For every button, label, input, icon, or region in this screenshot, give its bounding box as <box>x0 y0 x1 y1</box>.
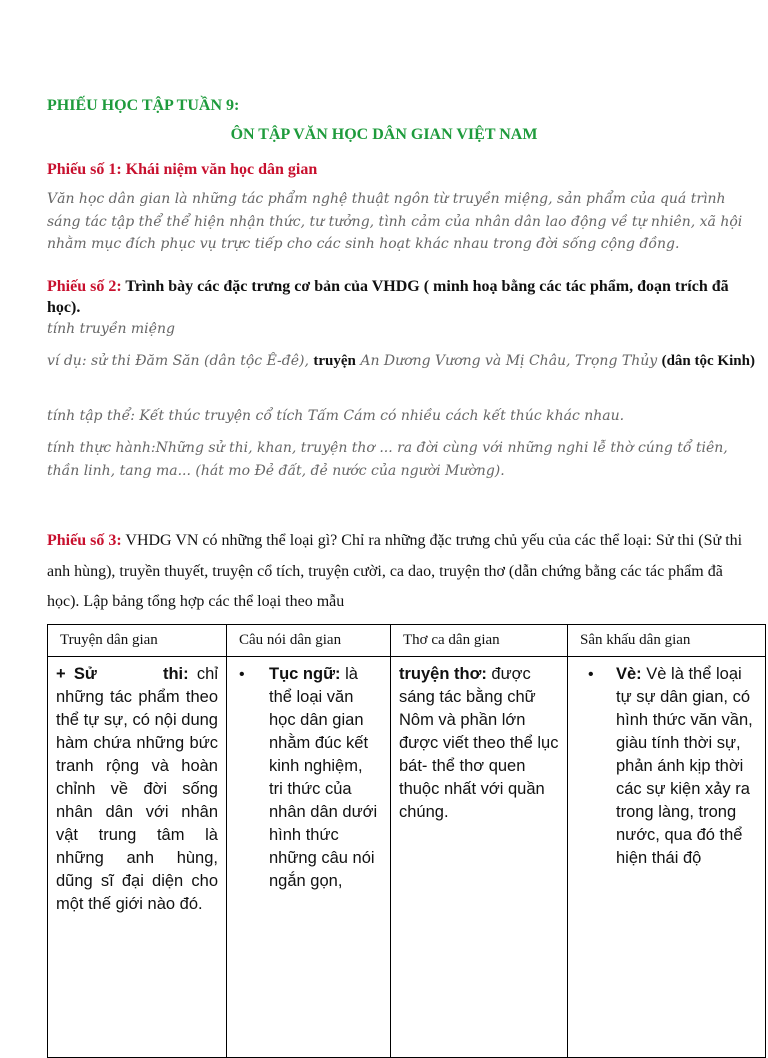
oral-example-c: An Dương Vương và Mị Châu, Trọng Thủy <box>355 353 662 369</box>
ve-term: Vè: <box>616 665 642 683</box>
table-row <box>48 657 766 1058</box>
cell-folk-sayings <box>227 657 391 1058</box>
cell-folk-tales <box>48 657 227 1058</box>
bullet-icon: • <box>588 666 594 683</box>
sheet2-label: Phiếu số 2: <box>47 278 122 295</box>
sheet3-question: VHDG VN có những thể loại gì? Chỉ ra những đặc trưng chủ yếu của các thể loại: Sử thi (Sử thi anh hùng), truyền thuyết, truyện cổ tích, truyện cười, ca dao, truyện thơ (dẫn chứng bằng các tác phẩm đã học). Lập bảng tổng hợp các thể loại theo mẫu <box>47 532 743 610</box>
ve-description: Vè là thể loại tự sự dân gian, có hình thức văn vần, giàu tính thời sự, phản ánh kịp thời các sự kiện xảy ra trong làng, trong nước, qua đó thể hiện thái độ <box>616 665 753 867</box>
sheet3-label: Phiếu số 3: <box>47 532 122 549</box>
practical-trait: tính thực hành:Những sử thi, khan, truyện thơ ... ra đời cùng với những nghi lễ thờ cúng tổ tiên, thần linh, tang ma... (hát mo Đẻ đất, đẻ nước của người Mường). <box>47 440 728 479</box>
epic-description: chỉ những tác phẩm theo thể tự sự, có nội dung hàm chứa những bức tranh rộng và hoàn chỉnh về đời sống nhân dân với nhân vật trung tâm là những anh hùng, dũng sĩ đại diện cho một thế giới nào đó. <box>56 665 218 913</box>
sheet1-definition: Văn học dân gian là những tác phẩm nghệ thuật ngôn từ truyền miệng, sản phẩm của quá trình sáng tác tập thể thể hiện nhận thức, tư tưởng, tình cảm của nhân dân lao động về tự nhiên, xã hội nhằm mục đích phục vụ trực tiếp cho các sinh hoạt khác nhau trong đời sống cộng đồng. <box>47 191 743 252</box>
sheet1-heading: Phiếu số 1: Khái niệm văn học dân gian <box>47 161 318 178</box>
proverb-description: là thể loại văn học dân gian nhằm đúc kết kinh nghiệm, tri thức của nhân dân dưới hình thức những câu nói ngắn gọn, <box>269 665 378 890</box>
oral-example-a: ví dụ: sử thi Đăm Săn (dân tộc Ê-đê), <box>47 353 314 369</box>
header-folk-tales: Truyện dân gian <box>48 625 227 657</box>
verse-tale-description: được sáng tác bằng chữ Nôm và phần lớn được viết theo thể lục bát- thể thơ quen thuộc nhất với quần chúng. <box>399 665 559 821</box>
cell-folk-poetry <box>391 657 568 1058</box>
oral-example-b: truyện <box>313 353 356 369</box>
oral-example-d: (dân tộc Kinh) <box>661 353 755 369</box>
verse-tale-term: truyện thơ: <box>399 665 487 683</box>
header-folk-sayings: Câu nói dân gian <box>227 625 391 657</box>
oral-example <box>47 350 759 373</box>
sheet2-question: Trình bày các đặc trưng cơ bản của VHDG ( minh hoạ bằng các tác phẩm, đoạn trích đã học). <box>47 278 729 316</box>
epic-term: + Sử thi: <box>56 665 189 683</box>
proverb-term: Tục ngữ: <box>269 665 341 683</box>
table-header-row <box>48 625 766 657</box>
sheet3-heading <box>47 526 747 618</box>
worksheet-week-title: PHIẾU HỌC TẬP TUẦN 9: <box>47 97 240 114</box>
genre-summary-table <box>47 624 766 1058</box>
cell-folk-theatre <box>568 657 766 1058</box>
collective-trait: tính tập thể: Kết thúc truyện cổ tích Tấm Cám có nhiều cách kết thúc khác nhau. <box>47 408 625 424</box>
worksheet-main-title: ÔN TẬP VĂN HỌC DÂN GIAN VIỆT NAM <box>230 126 538 143</box>
bullet-icon: • <box>239 666 245 683</box>
header-folk-poetry: Thơ ca dân gian <box>391 625 568 657</box>
header-folk-theatre: Sân khấu dân gian <box>568 625 766 657</box>
sheet2-heading <box>47 276 737 318</box>
oral-trait: tính truyền miệng <box>47 321 175 337</box>
